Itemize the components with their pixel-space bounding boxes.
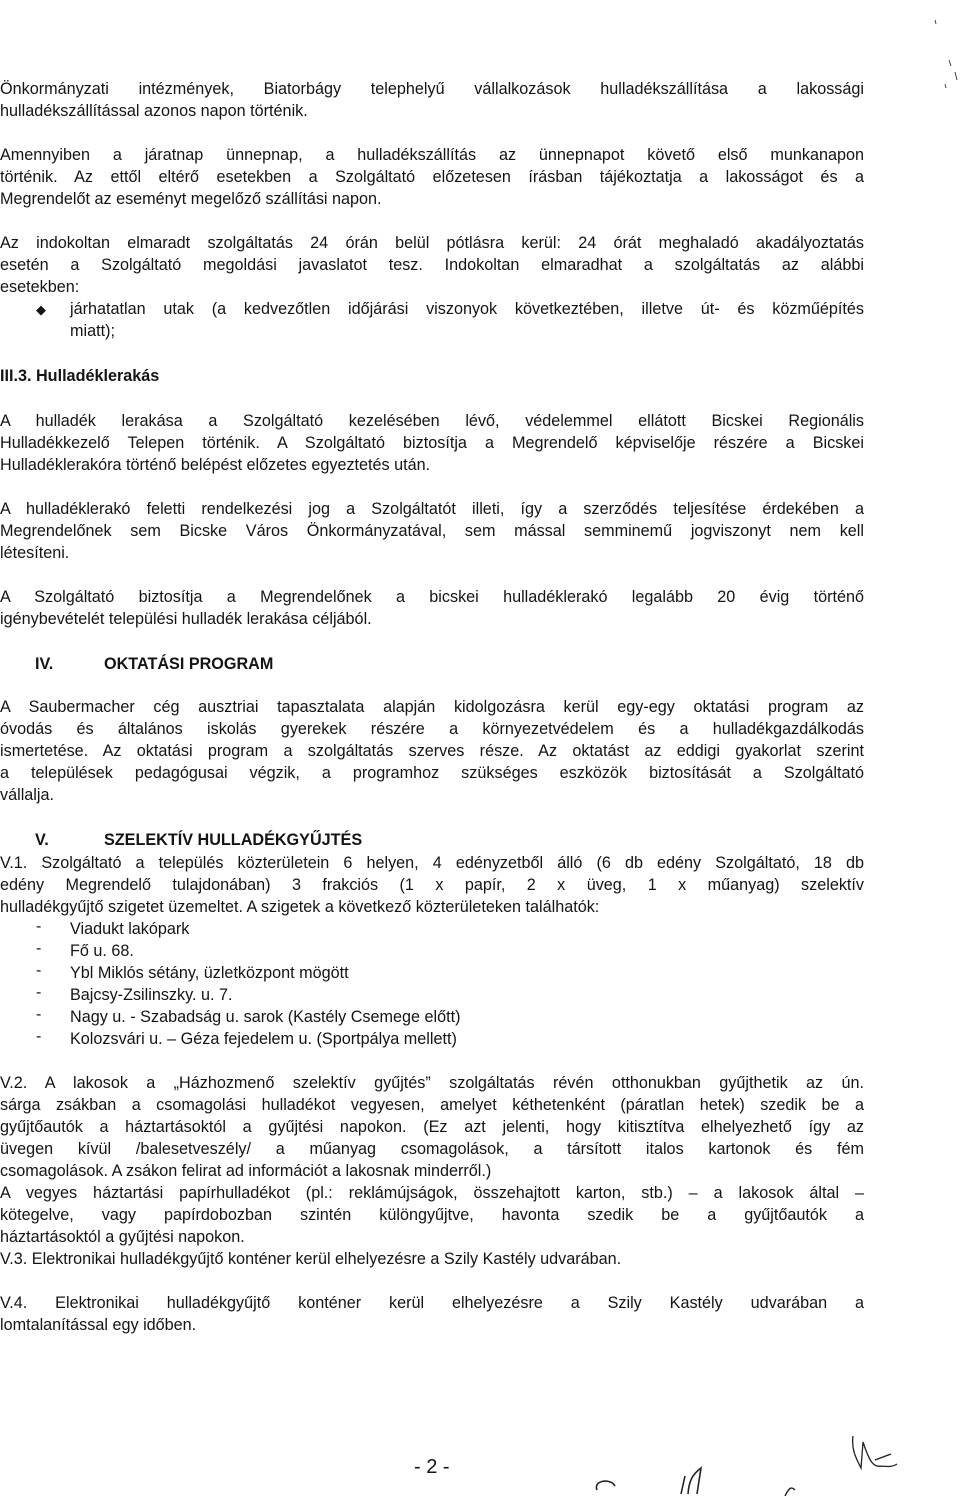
text-line: edény Megrendelő tulajdonában) 3 frakciós (1 x papír, 2 x üveg, 1 x műanyag) szelektív <box>0 876 864 894</box>
text-line: Megrendelőt az eseményt megelőző szállítási napon. <box>0 190 382 208</box>
text-line: hulladékszállítással azonos napon történik. <box>0 102 308 120</box>
page-number: - 2 - <box>414 1456 450 1478</box>
section-number: IV. <box>35 655 54 673</box>
list-dash: - <box>36 1006 42 1023</box>
text-line: háztartásoktól a gyűjtési napokon. <box>0 1228 245 1246</box>
text-line: sárga zsákban a csomagolási hulladékot vegyesen, amelyet kéthetenként (páratlan hetek) szedik be a <box>0 1096 864 1114</box>
text-line: A Szolgáltató biztosítja a Megrendelőnek a bicskei hulladéklerakó legalább 20 évig történő <box>0 588 864 606</box>
text-line: A hulladéklerakó feletti rendelkezési jog a Szolgáltatót illeti, így a szerződés teljesítése érdekében a <box>0 500 864 518</box>
section-heading: SZELEKTÍV HULLADÉKGYŰJTÉS <box>104 831 363 849</box>
text-line: kötegelve, vagy papírdobozban szintén különgyűjtve, havonta szedik be a gyűjtőautók a <box>0 1206 864 1224</box>
section-heading: III.3. Hulladéklerakás <box>0 367 160 385</box>
section-heading: OKTATÁSI PROGRAM <box>104 655 274 673</box>
text-line: üvegen kívül /balesetveszély/ a műanyag csomagolások, a társított italos kartonok és fém <box>0 1140 864 1158</box>
list-dash: - <box>36 918 42 935</box>
text-line: vállalja. <box>0 786 54 804</box>
text-line: Amennyiben a járatnap ünnepnap, a hulladékszállítás az ünnepnapot követő első munkanapon <box>0 146 864 164</box>
text-line: Önkormányzati intézmények, Biatorbágy telephelyű vállalkozások hulladékszállítása a lakossági <box>0 80 864 98</box>
section-number: V. <box>35 831 49 849</box>
list-item: Nagy u. - Szabadság u. sarok (Kastély Csemege előtt) <box>70 1008 461 1026</box>
text-line: ismertetése. Az oktatási program a szolgáltatás szerves része. Az oktatást az eddigi gyakorlat szerint <box>0 742 864 760</box>
list-item: Viadukt lakópark <box>70 920 190 938</box>
text-line: létesíteni. <box>0 544 70 562</box>
text-line: V.4. Elektronikai hulladékgyűjtő konténer kerül elhelyezésre a Szily Kastély udvarában a <box>0 1294 864 1312</box>
text-line: lomtalanítással egy időben. <box>0 1316 197 1334</box>
list-item: Kolozsvári u. – Géza fejedelem u. (Sportpálya mellett) <box>70 1030 457 1048</box>
list-item: Ybl Miklós sétány, üzletközpont mögött <box>70 964 349 982</box>
text-line: csomagolások. A zsákon felirat ad információt a lakosnak minderről.) <box>0 1162 492 1180</box>
list-dash: - <box>36 940 42 957</box>
margin-mark <box>905 0 960 100</box>
handwritten-initials <box>585 1420 960 1496</box>
text-line: Hulladékkezelő Telepen történik. A Szolgáltató biztosítja a Megrendelő képviselője részére a Bicskei <box>0 434 864 452</box>
text-line: A Saubermacher cég ausztriai tapasztalata alapján kidolgozásra kerül egy-egy oktatási program az <box>0 698 864 716</box>
text-line: gyűjtőautók a háztartásoktól a gyűjtési napokon. (Ez azt jelenti, hogy kitisztítva elhelyezhető így az <box>0 1118 864 1136</box>
text-line: hulladékgyűjtő szigetet üzemeltet. A szigetek a következő közterületeken találhatók: <box>0 898 600 916</box>
list-item: Bajcsy-Zsilinszky. u. 7. <box>70 986 233 1004</box>
text-line: történik. Az ettől eltérő esetekben a Szolgáltató előzetesen írásban tájékoztatja a lakosságot és a <box>0 168 864 186</box>
text-line: miatt); <box>70 322 115 340</box>
text-line: A vegyes háztartási papírhulladékot (pl.: reklámújságok, összehajtott karton, stb.) – a lakosok által – <box>0 1184 864 1202</box>
text-line: járhatatlan utak (a kedvezőtlen időjárási viszonyok következtében, illetve út- és közműépítés <box>70 300 864 318</box>
list-dash: - <box>36 984 42 1001</box>
text-line: V.3. Elektronikai hulladékgyűjtő konténer kerül elhelyezésre a Szily Kastély udvarában. <box>0 1250 622 1268</box>
text-line: esetekben: <box>0 278 80 296</box>
text-line: Az indokoltan elmaradt szolgáltatás 24 órán belül pótlásra kerül: 24 órát meghaladó akadályoztatás <box>0 234 864 252</box>
text-line: Hulladéklerakóra történő belépést előzetes egyeztetés után. <box>0 456 431 474</box>
text-line: V.2. A lakosok a „Házhozmenő szelektív gyűjtés” szolgáltatás révén otthonukban gyűjthetik az ún. <box>0 1074 864 1092</box>
text-line: Megrendelőnek sem Bicske Város Önkormányzatával, sem mással semminemű jogviszonyt nem kell <box>0 522 864 540</box>
bullet-diamond-icon: ◆ <box>36 302 46 317</box>
text-line: A hulladék lerakása a Szolgáltató kezelésében lévő, védelemmel ellátott Bicskei Regionális <box>0 412 864 430</box>
text-line: V.1. Szolgáltató a település közterületein 6 helyen, 4 edényzetből álló (6 db edény Szolgáltató, 18 db <box>0 854 864 872</box>
list-dash: - <box>36 1028 42 1045</box>
text-line: esetén a Szolgáltató megoldási javaslatot tesz. Indokoltan elmaradhat a szolgáltatás az alábbi <box>0 256 864 274</box>
text-line: óvodás és általános iskolás gyerekek részére a környezetvédelem és a hulladékgazdálkodás <box>0 720 864 738</box>
list-item: Fő u. 68. <box>70 942 134 960</box>
text-line: a települések pedagógusai végzik, a programhoz szükséges eszközök biztosítását a Szolgáltató <box>0 764 864 782</box>
list-dash: - <box>36 962 42 979</box>
text-line: igénybevételét települési hulladék lerakása céljából. <box>0 610 372 628</box>
